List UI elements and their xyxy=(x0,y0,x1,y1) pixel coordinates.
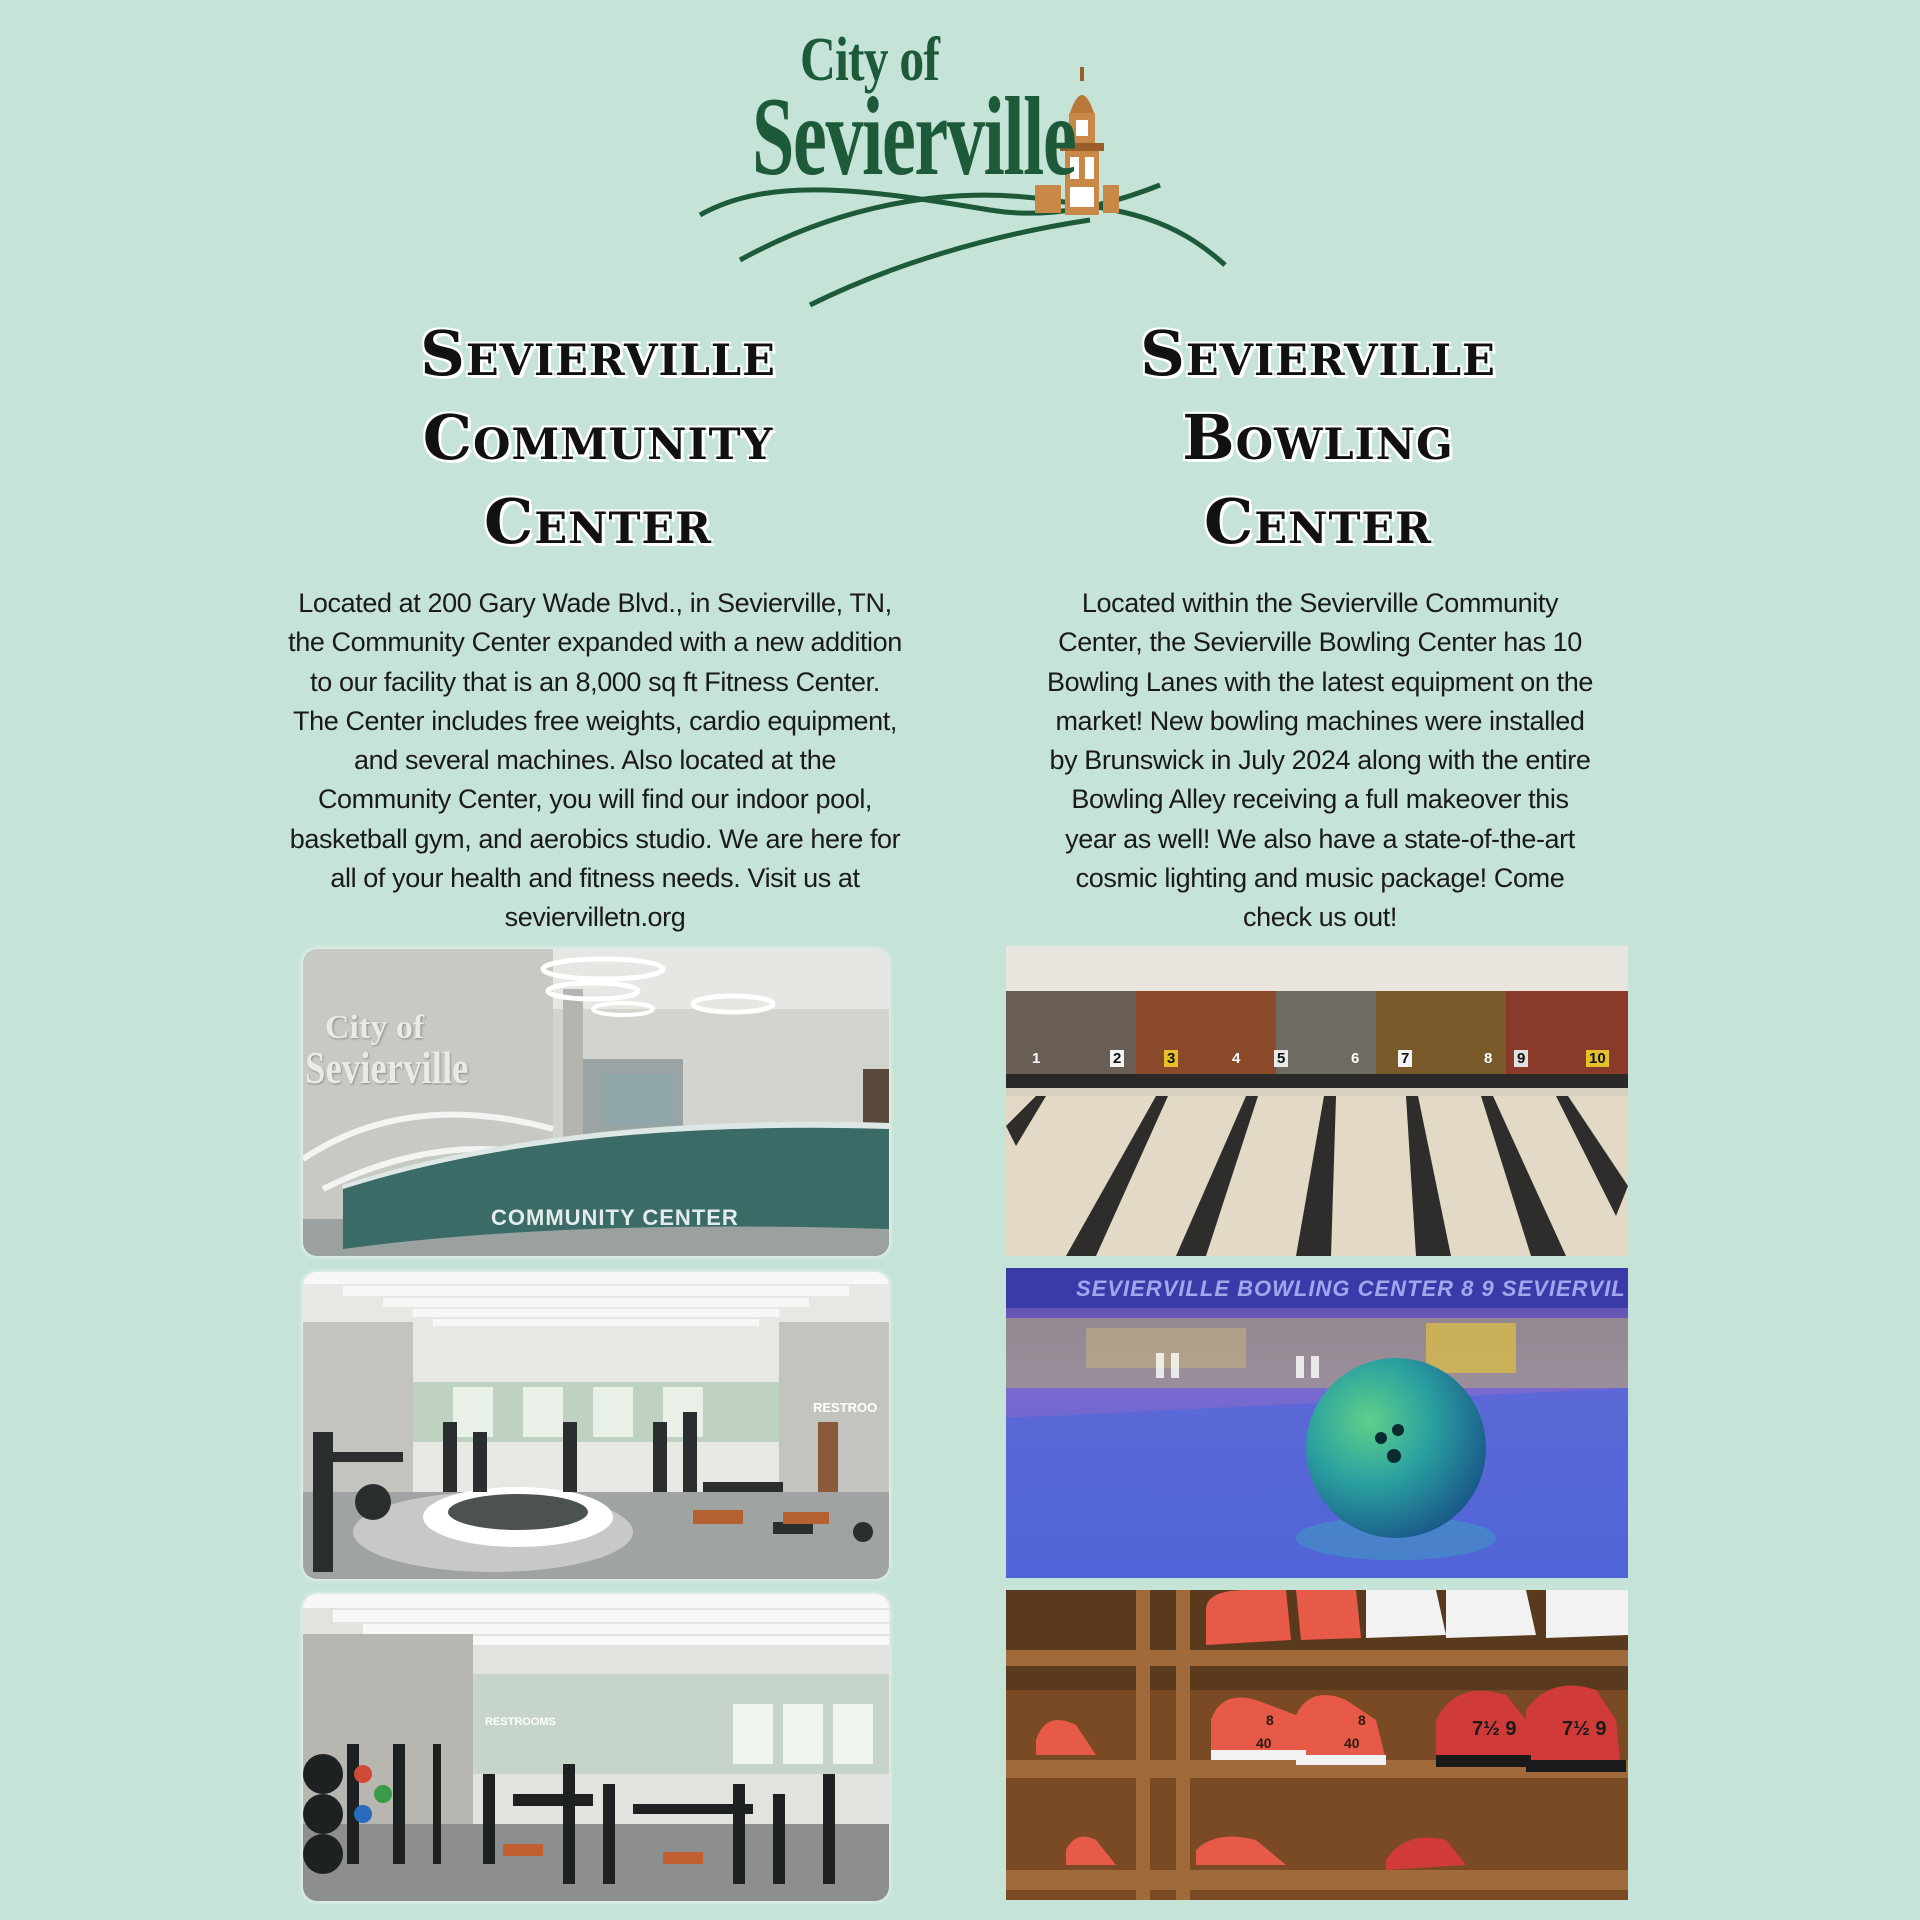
text-line: Center, the Sevierville Bowling Center has 10 xyxy=(1058,627,1582,658)
lane-number-4: 4 xyxy=(1232,1050,1241,1067)
lane-number-2: 2 xyxy=(1110,1050,1124,1067)
lane-number-1: 1 xyxy=(1032,1050,1041,1067)
text-line: basketball gym, and aerobics studio. We are here for xyxy=(289,823,901,854)
text-line: the Community Center expanded with a new addition xyxy=(288,627,902,658)
text-line: year as well! We also have a state-of-the-art xyxy=(1065,823,1575,854)
shoe-size-label: 40 xyxy=(1256,1735,1272,1751)
text-line: and several machines. Also located at the xyxy=(354,745,836,776)
lane-number-7: 7 xyxy=(1398,1050,1412,1067)
fitness-center-floor-photo xyxy=(303,1272,889,1579)
cosmic-bowling-ball-photo xyxy=(1006,1268,1628,1578)
text-line: check us out! xyxy=(1243,902,1397,933)
shoe-size-label: 8 xyxy=(1266,1712,1274,1728)
shoe-size-label: 7½ 9 xyxy=(1562,1718,1607,1740)
lane-number-6: 6 xyxy=(1351,1050,1360,1067)
wall-logo-sevierville: Sevierville xyxy=(305,1042,469,1093)
text-line: cosmic lighting and music package! Come xyxy=(1075,863,1565,894)
heading-line: Bowling xyxy=(1182,401,1454,474)
community-center-description xyxy=(270,584,920,938)
lobby-desk-sign: COMMUNITY CENTER xyxy=(491,1205,739,1230)
fitness-equipment-photo xyxy=(303,1594,889,1901)
shoe-size-label: 40 xyxy=(1344,1735,1360,1751)
shoe-size-label: 8 xyxy=(1358,1712,1366,1728)
lane-number-10: 10 xyxy=(1586,1050,1609,1067)
text-line: Located at 200 Gary Wade Blvd., in Sevierville, TN, xyxy=(298,588,892,618)
text-line: Community Center, you will find our indoor pool, xyxy=(317,784,873,815)
wall-logo-city-of: City of xyxy=(325,1009,425,1046)
bowling-shoes-photo xyxy=(1006,1590,1628,1900)
logo-city-of-text: City of xyxy=(800,26,940,94)
restrooms-sign: RESTROOMS xyxy=(485,1716,556,1728)
lane-number-3: 3 xyxy=(1164,1050,1178,1067)
text-line: Bowling Lanes with the latest equipment on the xyxy=(1047,666,1593,697)
logo-sevierville-text: Sevierville xyxy=(752,75,1076,199)
text-line: by Brunswick in July 2024 along with the entire xyxy=(1049,745,1591,776)
shoe-size-label: 7½ 9 xyxy=(1472,1718,1517,1740)
bowling-center-description xyxy=(1020,584,1620,938)
text-line: Located within the Sevierville Community xyxy=(1081,588,1559,618)
heading-line: Community xyxy=(422,401,774,474)
restroom-sign: RESTROO xyxy=(813,1400,878,1415)
city-of-sevierville-logo xyxy=(690,25,1230,315)
heading-line: Center xyxy=(1204,485,1432,558)
community-center-lobby-photo xyxy=(303,949,889,1256)
text-line: to our facility that is an 8,000 sq ft Fitness Center. xyxy=(310,666,880,697)
heading-line: Sevierville xyxy=(420,317,776,390)
bowling-center-banner: SEVIERVILLE BOWLING CENTER 8 9 SEVIERVIL xyxy=(1076,1276,1626,1301)
text-line: The Center includes free weights, cardio equipment, xyxy=(293,705,897,736)
heading-line: Center xyxy=(484,485,712,558)
lane-number-9: 9 xyxy=(1514,1050,1528,1067)
text-line: Bowling Alley receiving a full makeover this xyxy=(1071,784,1569,815)
bowling-lanes-photo xyxy=(1006,946,1628,1256)
lane-number-5: 5 xyxy=(1274,1050,1288,1067)
bowling-center-heading xyxy=(968,312,1668,564)
heading-line: Sevierville xyxy=(1140,317,1496,390)
community-center-heading xyxy=(248,312,948,564)
website-link[interactable]: seviervilletn.org xyxy=(504,902,686,933)
text-line: market! New bowling machines were installed xyxy=(1055,705,1585,736)
text-line: all of your health and fitness needs. Visit us at xyxy=(330,863,860,894)
lane-number-8: 8 xyxy=(1484,1050,1493,1067)
